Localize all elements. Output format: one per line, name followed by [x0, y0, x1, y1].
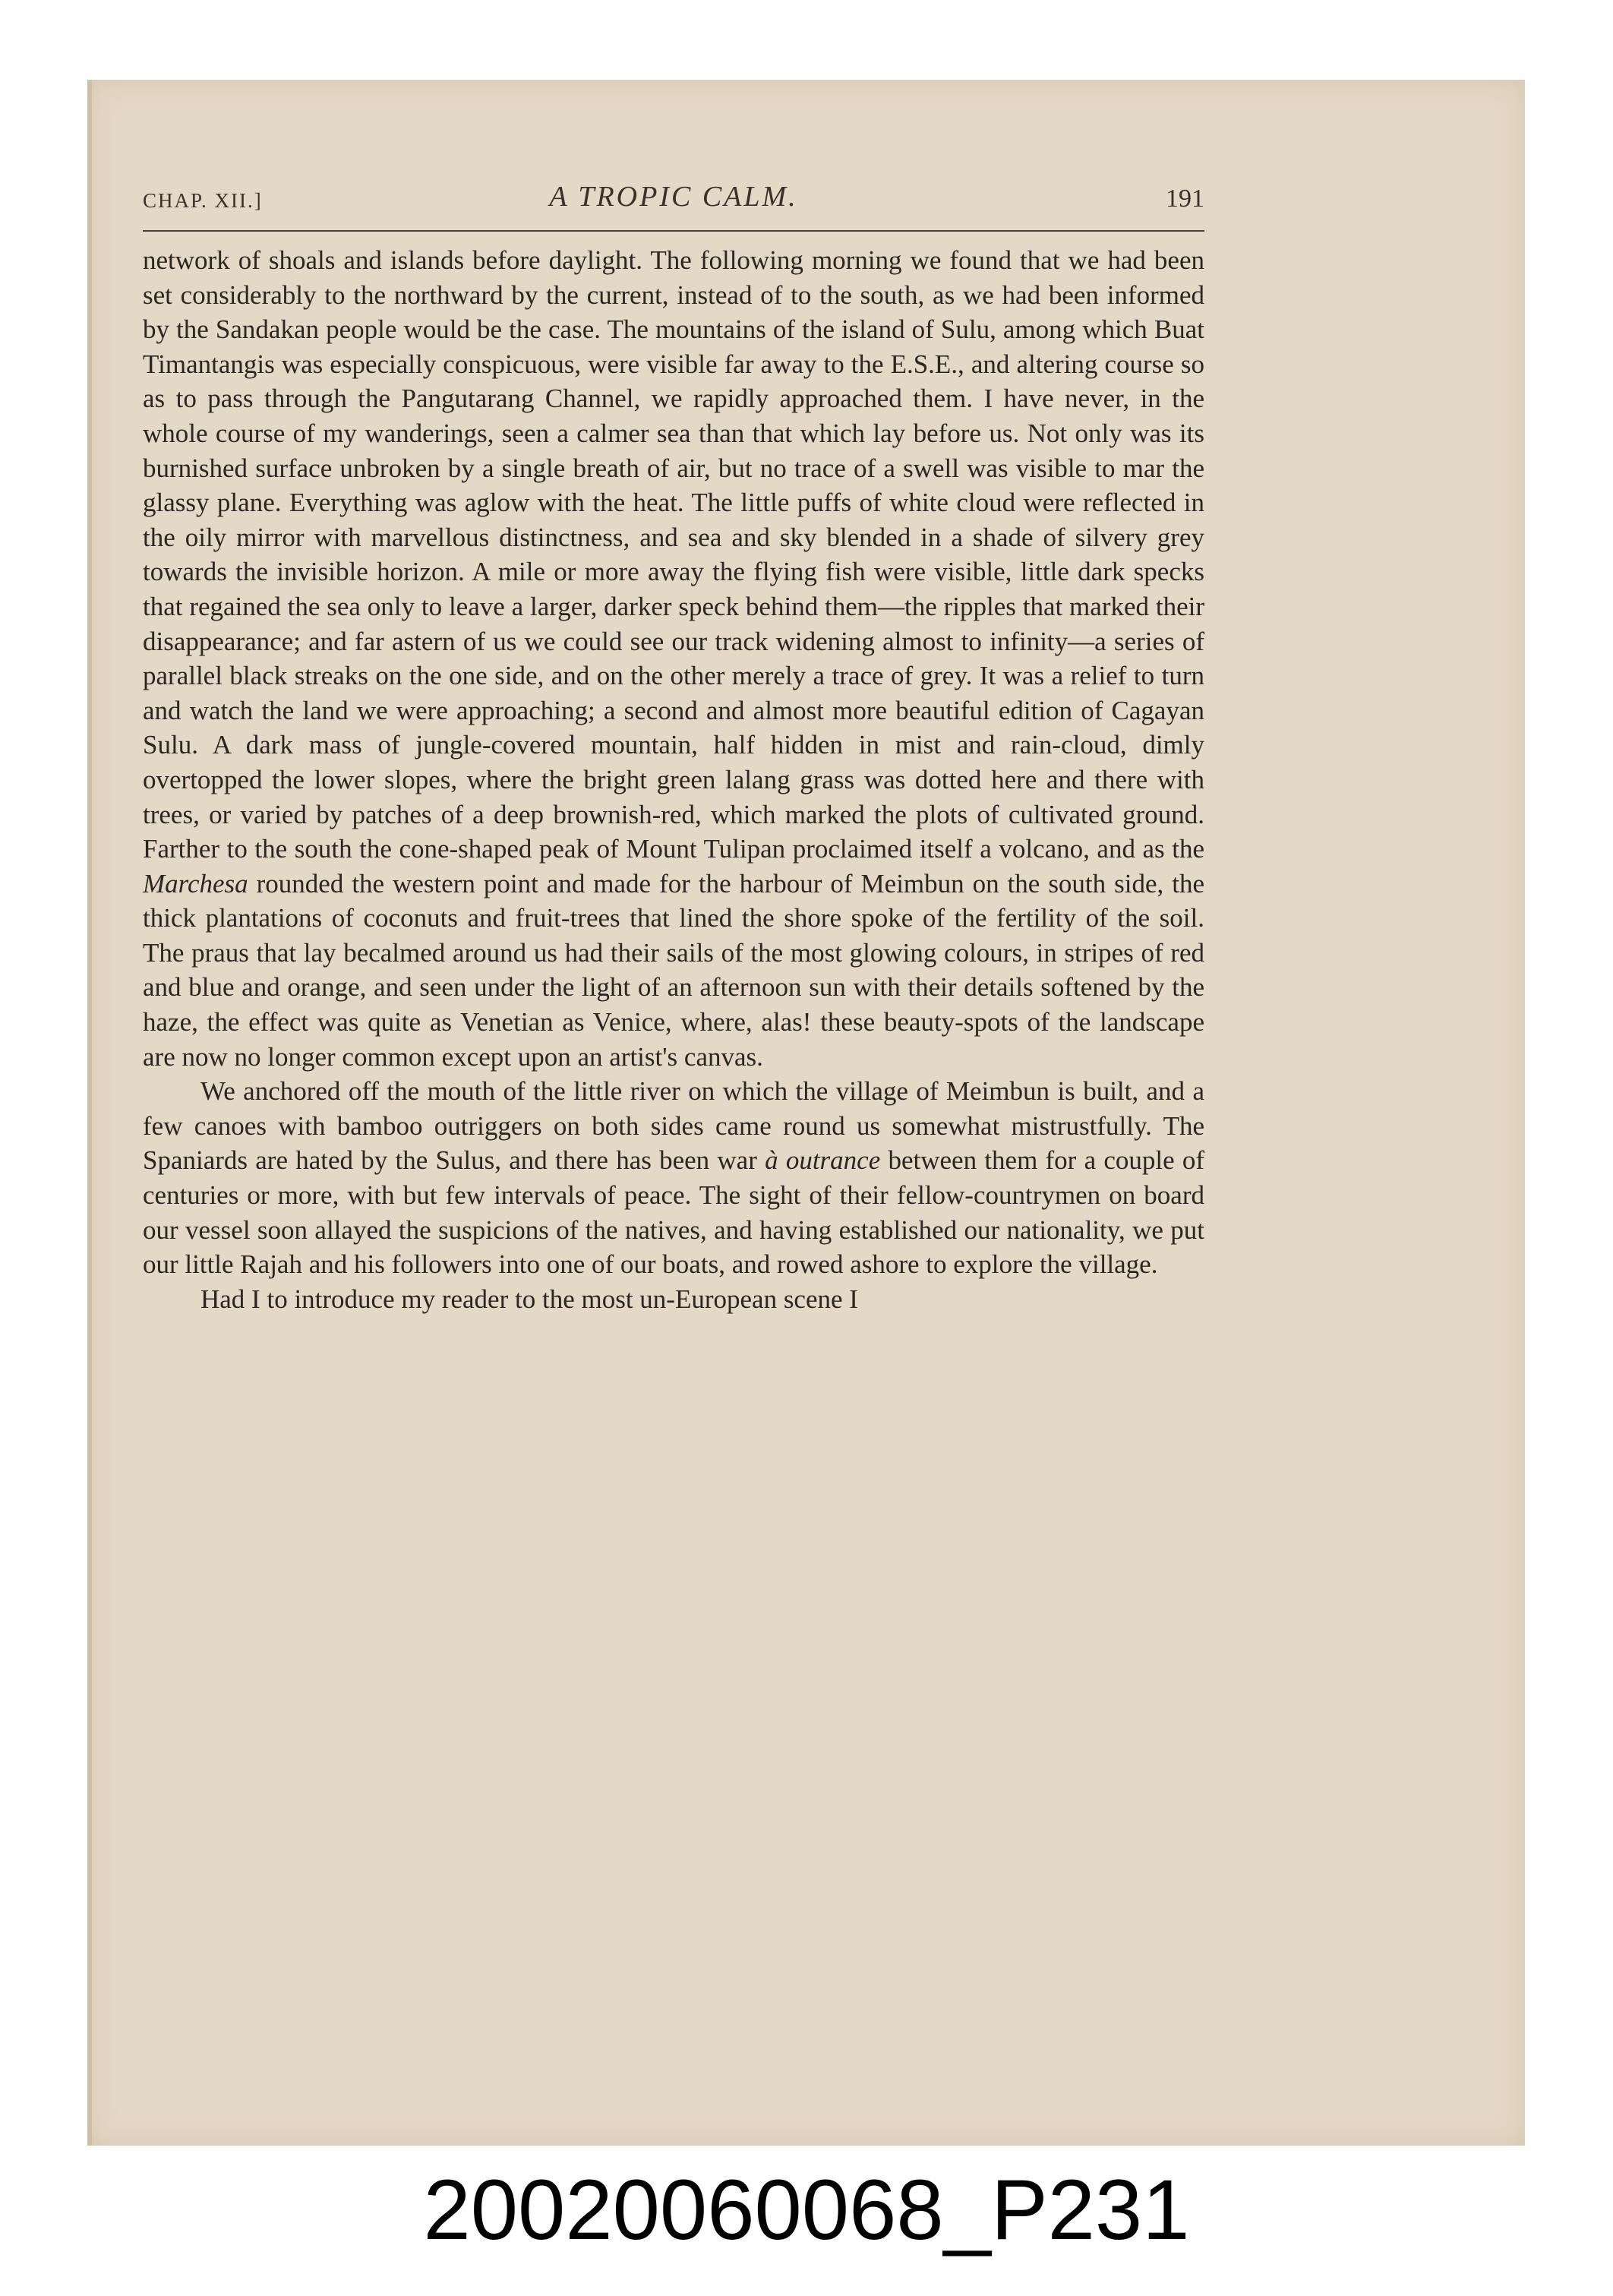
paragraph-2	[143, 1074, 1204, 1282]
ship-name: Marchesa	[143, 868, 248, 899]
paragraph-3: Had I to introduce my reader to the most un-European scene I	[200, 1284, 858, 1314]
page-number: 191	[1166, 185, 1204, 213]
body-text	[143, 243, 1204, 1316]
paragraph-1-text: network of shoals and islands before daylight. The following morning we found that we had been set considerably to the northward by the current, instead of to the south, as we had been informed by the Sandakan people would be the case. The mountains of the island of Sulu, among which Buat Timantangis was especially conspicuous, were visible far away to the E.S.E., and altering course so as to pass through the Pangutarang Channel, we rapidly approached them. I have never, in the whole course of my wanderings, seen a calmer sea than that which lay before us. Not only was its burnished surface unbroken by a single breath of air, but no trace of a swell was visible to mar the glassy plane. Everything was aglow with the heat. The little puffs of white cloud were reflected in the oily mirror with marvellous distinctness, and sea and sky blended in a shade of silvery grey towards the invisible horizon. A mile or more away the flying fish were visible, little dark specks that regained the sea only to leave a larger, darker speck behind them—the ripples that marked their disappearance; and far astern of us we could see our track widening almost to infinity—a series of parallel black streaks on the one side, and on the other merely a trace of grey. It was a relief to turn and watch the land we were approaching; a second and almost more beautiful edition of Cagayan Sulu. A dark mass of jungle-covered mountain, half hidden in mist and rain-cloud, dimly overtopped the lower slopes, where the bright green lalang grass was dotted here and there with trees, or varied by patches of a deep brownish-red, which marked the plots of cultivated ground. Farther to the south the cone-shaped peak of Mount Tulipan proclaimed itself a volcano, and as the	[143, 245, 1204, 864]
paragraph-1-rest: rounded the western point and made for the harbour of Meimbun on the south side, the thick plantations of coconuts and fruit-trees that lined the shore spoke of the fertility of the soil. The praus that lay becalmed around us had their sails of the most glowing colours, in stripes of red and blue and orange, and seen under the light of an afternoon sun with their details softened by the haze, the effect was quite as Venetian as Venice, where, alas! these beauty-spots of the landscape are now no longer common except upon an artist's canvas.	[143, 868, 1204, 1072]
chapter-label: CHAP. XII.]	[143, 189, 263, 212]
paragraph-2-rest: between them for a couple of centuries or more, with but few intervals of peace. The sight of their fellow-countrymen on board our vessel soon allayed the suspicions of the natives, and having established our nationality, we put our little Rajah and his followers into one of our boats, and rowed ashore to explore the village.	[143, 1145, 1205, 1280]
scan-id-caption: 20020060068_P231	[423, 2162, 1190, 2257]
page-edge	[87, 80, 92, 2146]
paragraph-2-text: We anchored off the mouth of the little river on which the village of Meimbun is built, and a few canoes with bamboo outriggers on both sides came round us somewhat mistrustfully. The Spaniards are hated by the Sulus, and there has been war	[143, 1076, 1204, 1176]
paragraph-1	[143, 243, 1204, 1074]
running-header	[143, 180, 1204, 219]
running-title: A TROPIC CALM.	[549, 181, 798, 213]
header-rule	[143, 230, 1204, 232]
foreign-phrase: à outrance	[765, 1145, 881, 1176]
